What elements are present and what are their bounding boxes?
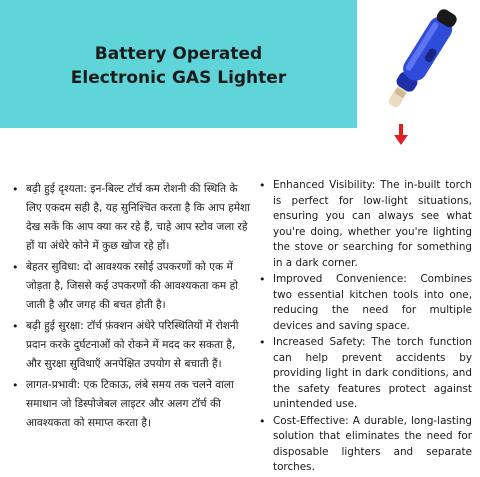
english-feature-text: Increased Safety: The torch function can help prevent accidents by providing light in dark conditions, and the safety features protect against unintended use.	[273, 336, 472, 410]
english-feature-text: Cost-Effective: A durable, long-lasting solution that eliminates the need for disposable lighters and separate torches.	[273, 414, 472, 473]
hindi-feature-item	[12, 376, 252, 433]
english-feature-text: Improved Convenience: Combines two essential kitchen tools into one, reducing the need for multiple devices and saving space.	[273, 273, 472, 332]
product-lighter-image	[366, 0, 480, 120]
bullet-dot: •	[12, 320, 19, 333]
bullet-dot: •	[259, 179, 266, 192]
title-line-1: Battery Operated	[94, 44, 263, 64]
english-feature-text: Enhanced Visibility: The in-built torch is perfect for low-light situations, ensuring you can always see what you're doing, whether you're lighting the stove or searching for something in a dark corner.	[273, 179, 472, 269]
down-arrow-icon	[394, 124, 408, 146]
english-feature-item	[259, 414, 472, 476]
english-feature-item	[259, 272, 472, 334]
bullet-dot: •	[259, 414, 266, 428]
hindi-feature-item	[12, 258, 252, 315]
hindi-feature-text: लागत-प्रभावी: एक टिकाऊ, लंबे समय तक चलने वाला समाधान जो डिस्पोजेबल लाइटर और अलग टॉर्च की आवश्यकता को समाप्त करता है।	[26, 379, 234, 429]
bullet-dot: •	[12, 379, 19, 392]
english-feature-item	[259, 335, 472, 413]
hindi-feature-text: बढ़ी हुई दृश्यता: इन-बिल्ट टॉर्च कम रोशनी की स्थिति के लिए एकदम सही है, यह सुनिश्चित करता है कि आप हमेशा देख सकें कि आप क्या कर रहे हैं, चाहे आप स्टोव जला रहे हों या अंधेरे कोने में कुछ खोज रहे हों।	[26, 183, 251, 252]
hindi-feature-text: बढ़ी हुई सुरक्षा: टॉर्च फ़ंक्शन अंधेरे परिस्थितियों में रोशनी प्रदान करके दुर्घटनाओं को रोकने में मदद कर सकता है, और सुरक्षा सुविधाएँ अनपेक्षित उपयोग से बचाती हैं।	[26, 320, 239, 370]
english-feature-item	[259, 178, 472, 271]
page-title	[0, 42, 357, 90]
bullet-dot: •	[12, 183, 19, 196]
english-features-list	[259, 178, 472, 477]
bullet-dot: •	[259, 273, 266, 286]
hindi-feature-text: बेहतर सुविधा: दो आवश्यक रसोई उपकरणों को एक में जोड़ता है, जिससे कई उपकरणों की आवश्यकता कम हो जाती है और जगह की बचत होती है।	[26, 261, 238, 311]
bullet-dot: •	[12, 261, 19, 274]
hindi-feature-item	[12, 317, 252, 374]
hindi-features-list	[12, 180, 252, 435]
bullet-dot: •	[259, 336, 266, 349]
hindi-feature-item	[12, 180, 252, 256]
title-line-2: Electronic GAS Lighter	[70, 68, 287, 88]
